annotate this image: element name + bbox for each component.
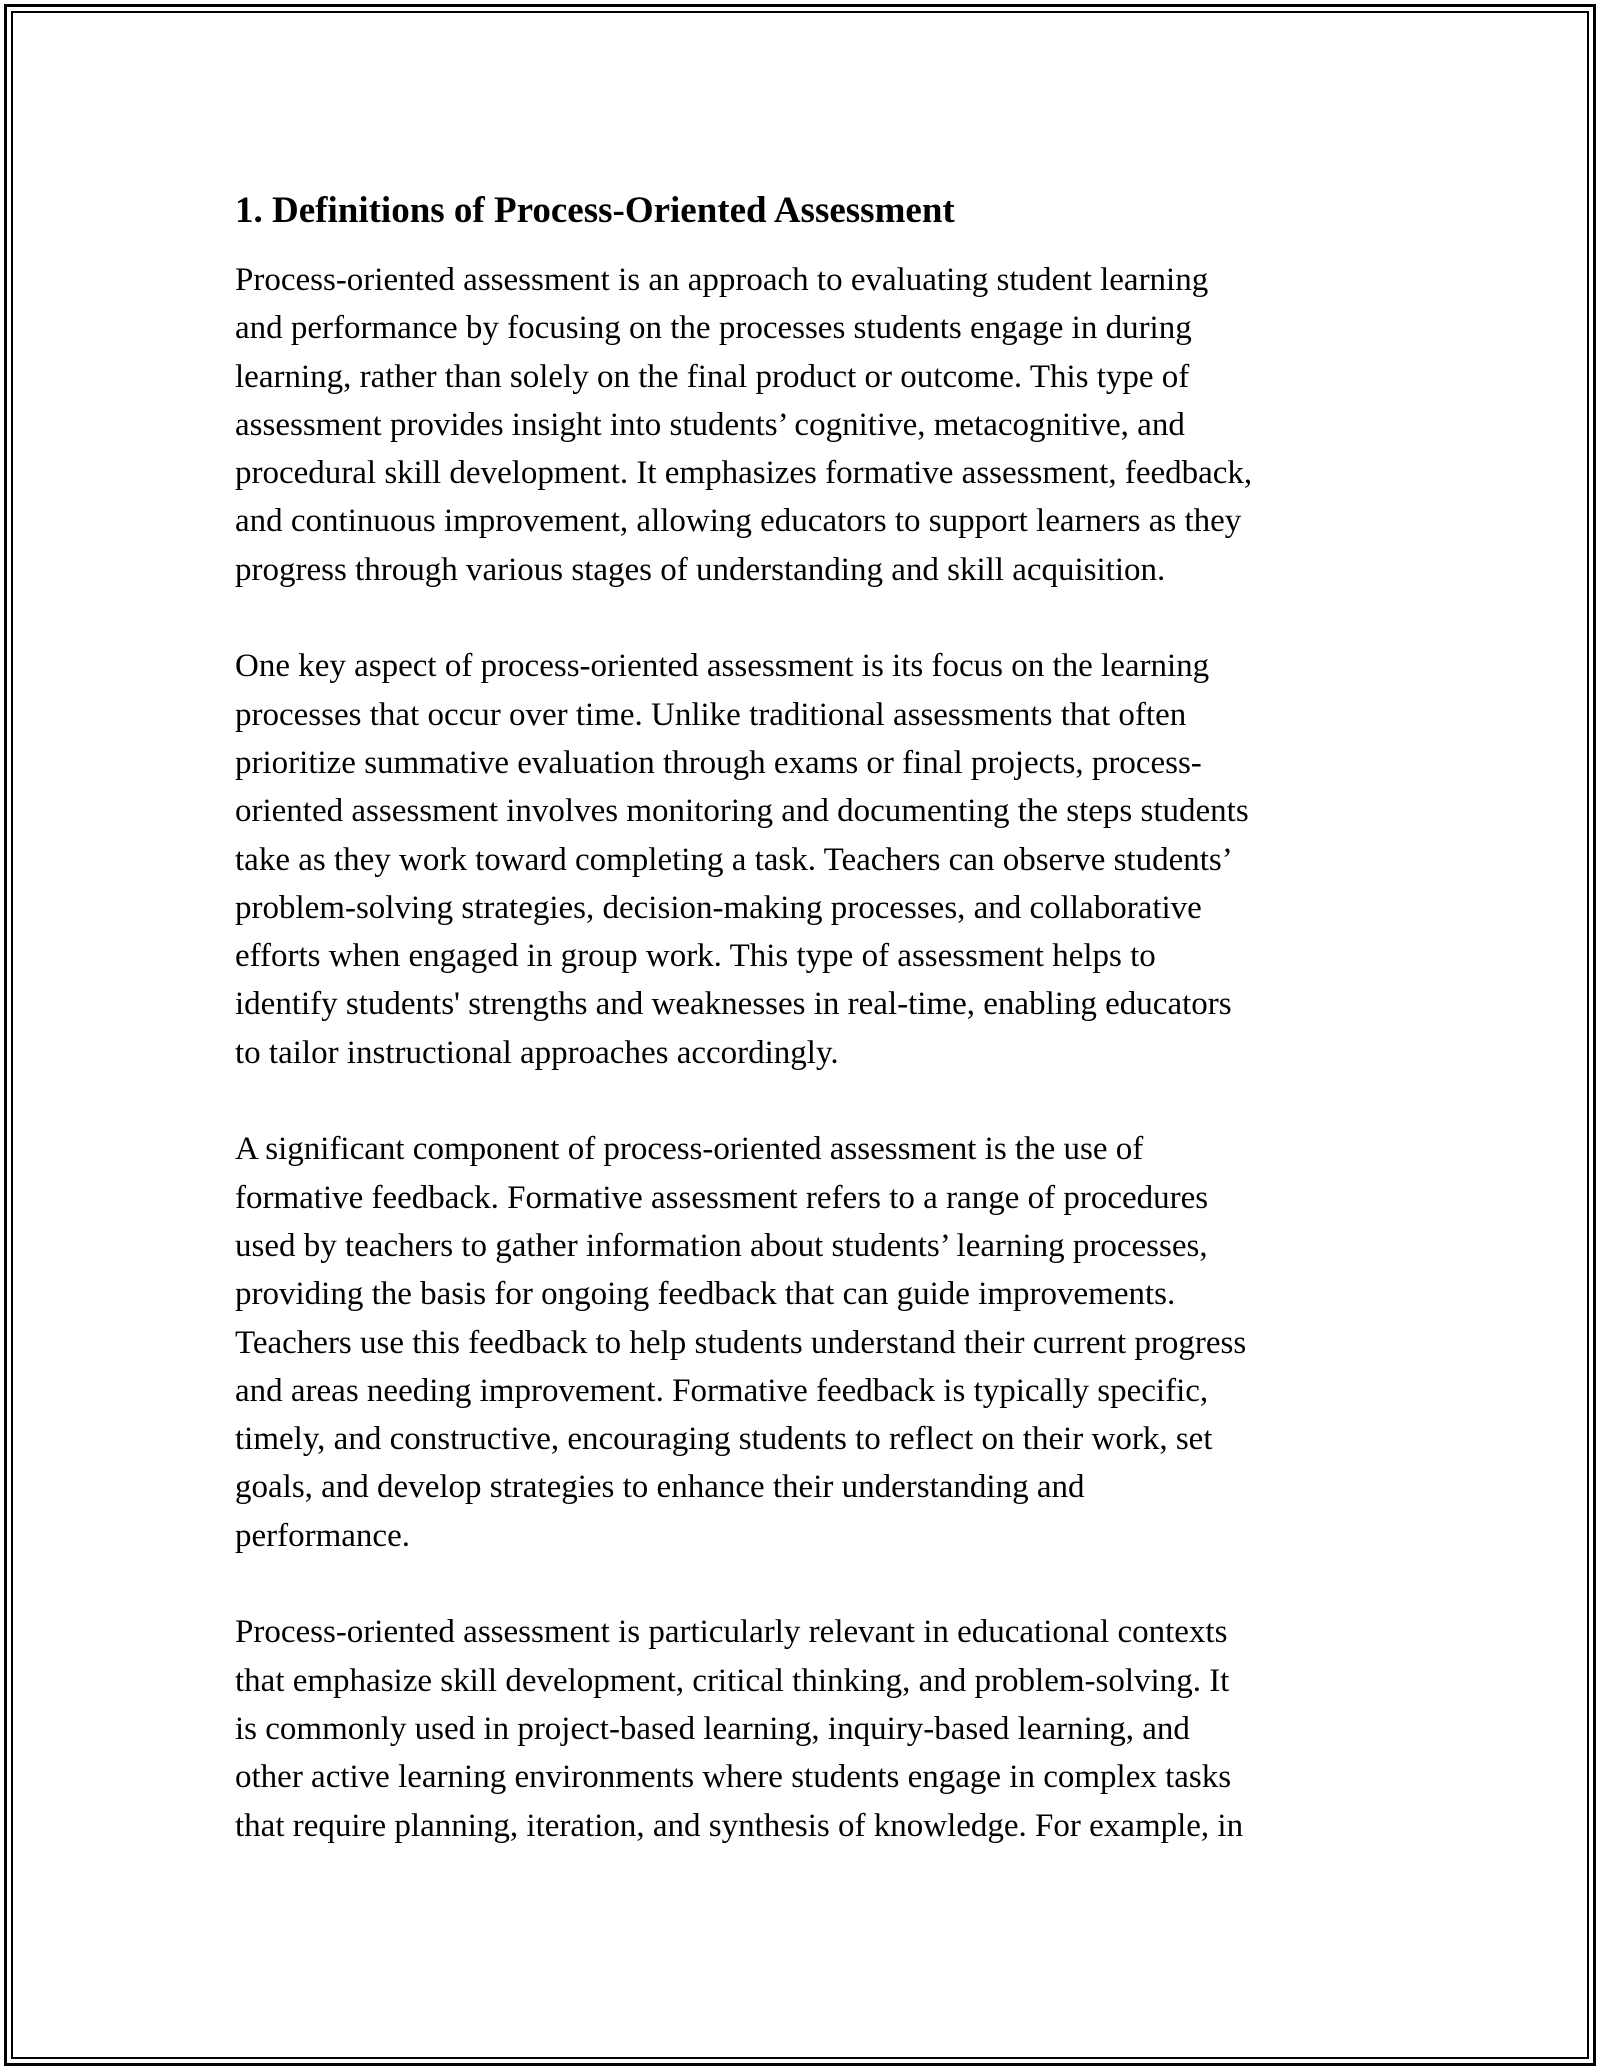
text-line: that emphasize skill development, critical thinking, and problem-solving. It	[235, 1662, 1230, 1699]
text-line: used by teachers to gather information about students’ learning processes,	[235, 1227, 1208, 1264]
text-line: oriented assessment involves monitoring and documenting the steps students	[235, 793, 1249, 830]
text-line: take as they work toward completing a task. Teachers can observe students’	[235, 841, 1233, 878]
text-line: A significant component of process-oriented assessment is the use of	[235, 1131, 1144, 1168]
text-line: other active learning environments where students engage in complex tasks	[235, 1759, 1232, 1796]
text-line: assessment provides insight into students’ cognitive, metacognitive, and	[235, 406, 1185, 443]
text-line: formative feedback. Formative assessment refers to a range of procedures	[235, 1179, 1209, 1216]
text-line: prioritize summative evaluation through exams or final projects, process-	[235, 744, 1202, 781]
text-line: Process-oriented assessment is an approach to evaluating student learning	[235, 262, 1209, 298]
text-line: and continuous improvement, allowing educators to support learners as they	[235, 503, 1242, 540]
text-line: and performance by focusing on the processes students engage in during	[235, 310, 1192, 347]
text-line: learning, rather than solely on the final product or outcome. This type of	[235, 358, 1190, 395]
text-line: progress through various stages of understanding and skill acquisition.	[235, 551, 1166, 588]
text-line: that require planning, iteration, and synthesis of knowledge. For example, in	[235, 1807, 1244, 1844]
text-line: and areas needing improvement. Formative feedback is typically specific,	[235, 1372, 1209, 1409]
text-line: identify students' strengths and weaknesses in real-time, enabling educators	[235, 986, 1232, 1023]
paragraph-3	[235, 1125, 1385, 1560]
text-line: performance.	[235, 1517, 410, 1554]
paragraph-1	[235, 256, 1385, 594]
text-line: problem-solving strategies, decision-making processes, and collaborative	[235, 889, 1202, 926]
text-line: Teachers use this feedback to help students understand their current progress	[235, 1324, 1247, 1361]
text-line: efforts when engaged in group work. This type of assessment helps to	[235, 938, 1156, 975]
text-line: Process-oriented assessment is particularly relevant in educational contexts	[235, 1614, 1228, 1651]
paragraph-2	[235, 642, 1385, 1077]
text-line: procedural skill development. It emphasizes formative assessment, feedback,	[235, 455, 1253, 492]
document-body	[235, 186, 1385, 1898]
text-line: processes that occur over time. Unlike traditional assessments that often	[235, 696, 1187, 733]
text-line: One key aspect of process-oriented assessment is its focus on the learning	[235, 648, 1210, 685]
text-line: providing the basis for ongoing feedback that can guide improvements.	[235, 1276, 1176, 1313]
text-line: goals, and develop strategies to enhance their understanding and	[235, 1469, 1085, 1506]
text-line: to tailor instructional approaches accordingly.	[235, 1034, 839, 1071]
text-line: timely, and constructive, encouraging students to reflect on their work, set	[235, 1421, 1213, 1458]
section-heading: 1. Definitions of Process-Oriented Assessment	[235, 190, 955, 231]
paragraph-4	[235, 1608, 1385, 1849]
text-line: is commonly used in project-based learning, inquiry-based learning, and	[235, 1710, 1190, 1747]
